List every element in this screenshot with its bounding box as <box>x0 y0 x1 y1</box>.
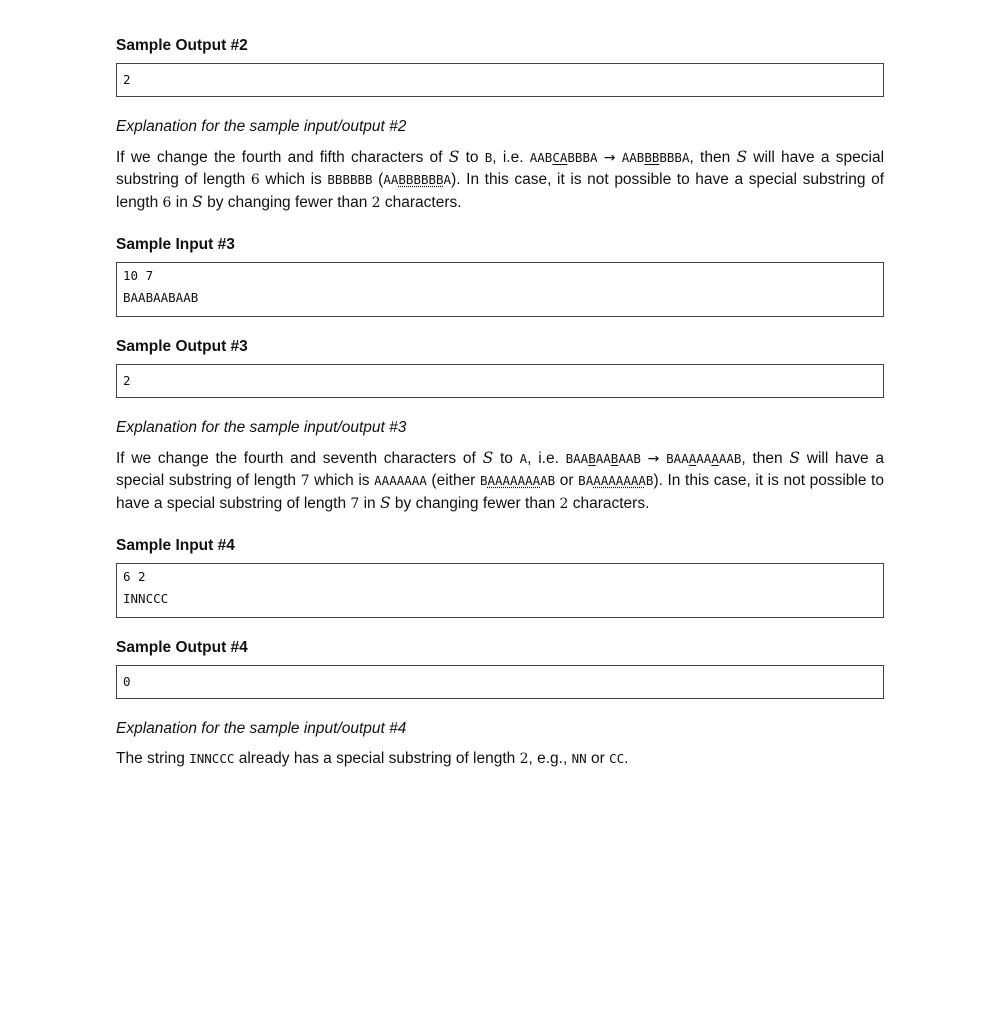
sample-output-4-heading: Sample Output #4 <box>116 639 248 656</box>
problem-statement <box>116 36 884 770</box>
sample-input-3-line2: BAABAABAAB <box>123 290 199 305</box>
sample-input-4-box <box>116 563 884 618</box>
sample-output-2-heading: Sample Output #2 <box>116 37 248 54</box>
explanation-2-title: Explanation for the sample input/output #2 <box>116 118 407 135</box>
sample-output-4-box <box>116 665 884 699</box>
sample-output-4-value: 0 <box>123 674 131 689</box>
explanation-2-text: If we change the fourth and fifth characters of S to B, i.e. AABCABBBA → AABBBBBBA, then S will have a special substring of length 6 which is BBBBBB (AABBBBBBA). In this case, it is not possible to have a special substring of length 6 in S by changing fewer than 2 characters. <box>116 148 885 211</box>
explanation-3-title: Explanation for the sample input/output #3 <box>116 419 407 436</box>
sample-output-2-box <box>116 63 884 97</box>
arrow-icon: → <box>647 451 660 467</box>
arrow-icon: → <box>603 150 616 166</box>
sample-input-4-heading: Sample Input #4 <box>116 537 235 554</box>
explanation-4-text: The string INNCCC already has a special substring of length 2, e.g., NN or CC. <box>116 750 629 767</box>
explanation-4-title: Explanation for the sample input/output #4 <box>116 720 407 737</box>
sample-output-3-value: 2 <box>123 373 131 388</box>
sample-output-3-heading: Sample Output #3 <box>116 338 248 355</box>
sample-input-4-line2: INNCCC <box>123 591 169 606</box>
sample-input-4-line1: 6 2 <box>123 569 146 584</box>
sample-input-3-box <box>116 262 884 317</box>
sample-input-3-line1: 10 7 <box>123 268 154 283</box>
sample-output-2-value: 2 <box>123 72 131 87</box>
sample-output-3-box <box>116 364 884 398</box>
explanation-3-text: If we change the fourth and seventh characters of S to A, i.e. BAABAABAAB → BAAAAAAAAB, then S will have a special substring of length 7 which is AAAAAAA (either BAAAAAAAAB or BAAAAAAAAB). In this case, it is not possible to have a special substring of length 7 in S by changing fewer than 2 characters. <box>116 449 884 512</box>
sample-input-3-heading: Sample Input #3 <box>116 236 235 253</box>
